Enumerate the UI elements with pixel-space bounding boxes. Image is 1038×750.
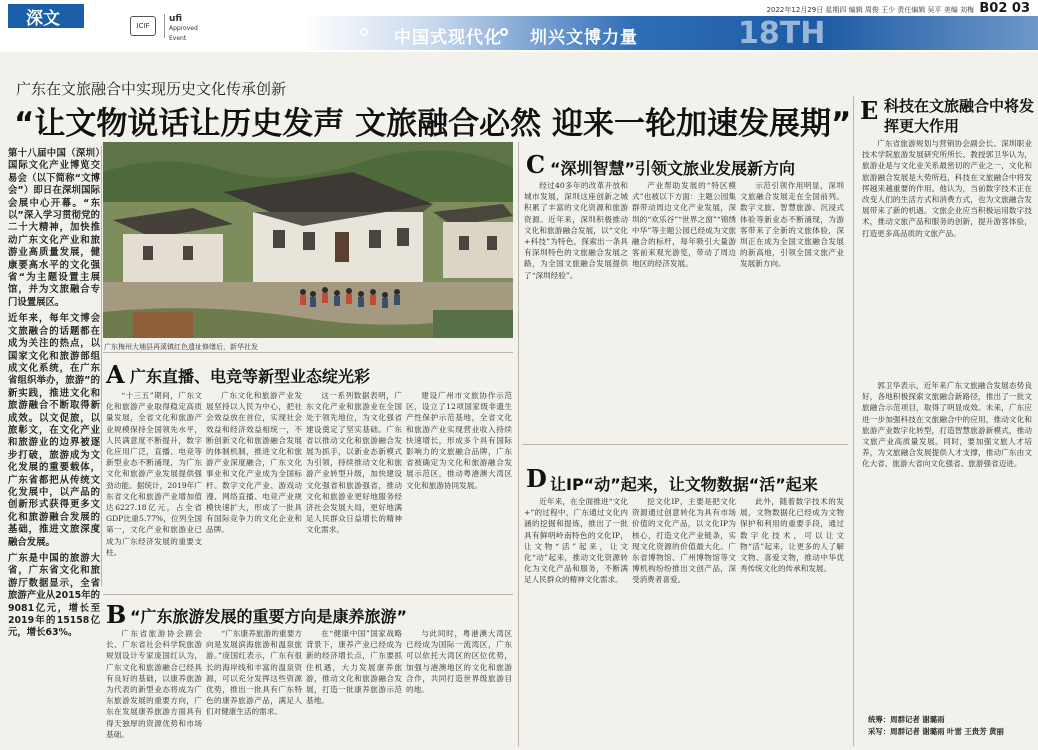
masthead xyxy=(0,0,1038,52)
column-divider xyxy=(853,96,854,746)
credit-line: 采写：周群记者 谢璐雨 叶雷 王贵芳 黄丽 xyxy=(868,727,1004,736)
banner-right-title: 圳兴文博力量 xyxy=(530,28,638,48)
section-b-title: “广东旅游发展的重要方向是康养旅游” xyxy=(130,607,408,626)
banner-left-title: 中国式现代化 xyxy=(394,28,502,48)
section-a-title: 广东直播、电竞等新型业态绽光彩 xyxy=(130,367,371,386)
ufi-logo-subtext: Approved Event xyxy=(169,25,198,42)
badge-decoration xyxy=(78,4,84,28)
section-badge xyxy=(8,4,78,28)
section-a-paragraph: “十三五”期间，广东文化和旅游产业取得稳定高质量发展，全省文化和旅游产业规模保持全国领先水平，人民满意度不断提升，数字化应用广泛，直播、电竞等新型业态不断涌现，为广东文化和旅游产业发展提供强劲动能。据统计，2019年广东省文化和旅游产业增加值达6227.18亿元，占全省GDP比重5.77%，位列全国第一，文化产业和旅游业已成为广东经济发展的重要支柱。 xyxy=(106,391,202,557)
section-d-title: 让IP“动”起来，让文物数据“活”起来 xyxy=(550,475,818,494)
banner-dot-icon xyxy=(360,28,368,36)
section-b-column xyxy=(206,628,302,746)
column-divider xyxy=(518,142,519,746)
section-letter-b: B xyxy=(106,600,127,629)
section-e-paragraph: 广东省旅游规划与营销协会副会长、深圳职业技术学院旅游发展研究所所长、教授郭卫华认为，旅游业是与文化业关系最密切的产业之一，文化和旅游融合发展是大势所趋，科技在文旅融合中将发挥越来越重要的作用。他认为，当前数字技术正在改变人们的生活方式和消费方式，也为文旅融合发展带来了新的机遇。文旅企业应当积极运用数字技术，推动文旅产品和服务的创新，提升游客体验，打造更多高品质的文旅产品。 xyxy=(862,139,1032,238)
section-c-paragraph: 经过40多年的改革开放和城市发展，深圳这座创新之城积累了丰富的文化资源和旅游资源。近年来，深圳积极推动文化和旅游融合发展，以“文化+科技”为特色，探索出一条具有深圳特色的文旅融合发展之路，为全国文旅融合发展提供了“深圳经验”。 xyxy=(524,181,628,280)
section-a-column xyxy=(406,390,512,590)
section-b-paragraph: “广东康养旅游的重要方向是发展滨海旅游和温泉旅游。”庞国红表示，广东有很长的海岸线和丰富的温泉资源，可以充分发挥这些资源优势，推出一批具有广东特色的康养旅游产品，满足人们对健康生活的需求。 xyxy=(206,629,302,717)
section-c-paragraph: 示范引领作用明显，深圳文旅融合发展走在全国前列。数字文旅、智慧旅游、沉浸式体验等新业态不断涌现，为游客带来了全新的文旅体验，深圳正在成为全国文旅融合发展的新高地，引领全国文旅产业发展新方向。 xyxy=(740,181,844,269)
section-divider xyxy=(522,444,848,445)
banner-dot-icon xyxy=(500,28,508,36)
section-d-paragraph: 此外，随着数字技术的发展，文物数据化已经成为文物保护和利用的重要手段，通过数字化技术，可以让文物“活”起来，让更多的人了解文物、喜爱文物，推动中华优秀传统文化的传承和发展。 xyxy=(740,497,844,574)
page-number: B02 03 xyxy=(979,1,1030,16)
section-letter-d: D xyxy=(526,464,547,493)
section-a-paragraph: 这一系列数据表明，广东文化产业和旅游业在全国处于领先地位，为文化强省建设奠定了坚实基础。广东省以推动文化和旅游融合发展为抓手，以新业态新模式为引领，持续推动文化和旅游产业转型升级，加快建设文化强省和旅游强省，推动文化和旅游业更好地服务经济社会发展大局，更好地满足人民群众日益增长的精神文化需求。 xyxy=(306,391,402,535)
editor-credits xyxy=(868,714,1032,738)
section-a-column xyxy=(206,390,302,590)
section-d-column xyxy=(524,496,628,746)
section-b-column xyxy=(106,628,202,746)
credit-line: 统筹：周群记者 谢璐雨 xyxy=(868,715,945,724)
section-badge-label: 深文 xyxy=(26,8,60,29)
lead-paragraph: 第十八届中国（深圳）国际文化产业博览交易会（以下简称“文博会”）即日在深圳国际会展中心开幕。“东以”深入学习贯彻党的二十大精神，加快推动广东文化产业和旅游业高质量发展，健康要高水平的文化强省“为主题设置主展馆，并为文旅融合专门设置展区。 xyxy=(8,148,100,308)
section-e-paragraph: 郭卫华表示，近年来广东文旅融合发展态势良好，各地积极探索文旅融合新路径，推出了一批文旅融合示范项目，取得了明显成效。未来，广东应进一步加强科技在文旅融合中的应用，推动文化和旅游产业数字化转型，打造智慧旅游新模式，推动文旅产业高质量发展。同时，要加强文旅人才培养，为文旅融合发展提供人才支撑，推动广东由文化大省、旅游大省向文化强省、旅游强省迈进。 xyxy=(862,381,1032,469)
lead-paragraph: 广东是中国的旅游大省，广东省文化和旅游厅数据显示，全省旅游产业从2015年的9081亿元，增长至2019年的15158亿元，增长63%。 xyxy=(8,553,100,639)
section-divider xyxy=(103,352,513,353)
icif-logo-text: ICIF xyxy=(136,22,150,30)
section-b-paragraph: 广东省旅游协会副会长、广东省社会科学院旅游规划设计专家庞国红认为，广东文化和旅游融合已经具有良好的基础，以康养旅游为代表的新型业态将成为广东旅游发展的重要方向，广东在发展康养旅游方面具有得天独厚的资源优势和市场基础。 xyxy=(106,629,202,739)
section-divider xyxy=(103,594,513,595)
lead-column xyxy=(8,148,100,639)
banner-number: 18TH xyxy=(738,16,826,51)
section-d-column xyxy=(632,496,736,746)
section-b-paragraph: 在“健康中国”国家战略背景下，康养产业已经成为新的经济增长点，广东要抓住机遇，大力发展康养旅游，推动文化和旅游融合发展，打造一批康养旅游示范基地。 xyxy=(306,629,402,706)
banner xyxy=(300,16,1038,50)
section-c-title: “深圳智慧”引领文旅业发展新方向 xyxy=(550,159,796,178)
section-c-paragraph: 产业帮助发展的“特区模式”也被以下方面：主题公园集群带动周边文化产业发展，深圳的“欢乐谷”“世界之窗”“锦绣中华”等主题公园已经成为文旅融合的标杆，每年吸引大量游客前来观光游览，带动了周边地区的经济发展。 xyxy=(632,181,736,269)
section-d-column xyxy=(740,496,844,746)
section-b-column xyxy=(406,628,512,746)
column-divider xyxy=(101,146,102,586)
section-b-paragraph: 与此同时，粤港澳大湾区已经成为国际一流湾区，广东可以依托大湾区的区位优势，加强与港澳地区的文化和旅游合作，共同打造世界级旅游目的地。 xyxy=(406,629,512,695)
section-letter-c: C xyxy=(526,150,546,179)
village-photo xyxy=(103,142,513,338)
section-d-paragraph: 近年来，在全面推进“文化+”的过程中，广东通过文化内涵的挖掘和提炼，推出了一批具有鲜明岭南特色的文化IP，让文物“活”起来，让文化“动”起来，推动文化资源转化为文化产品和服务，不断满足人民群众的精神文化需求。 xyxy=(524,497,628,585)
kicker: 广东在文旅融合中实现历史文化传承创新 xyxy=(16,80,287,98)
ufi-logo-text: ufi xyxy=(169,14,183,24)
section-e-title: 科技在文旅融合中将发挥更大作用 xyxy=(884,97,1035,135)
headline: “让文物说话让历史发声 文旅融合必然 迎来一轮加速发展期” xyxy=(14,106,852,142)
ufi-logo xyxy=(164,14,198,42)
section-b-column xyxy=(306,628,402,746)
photo-caption: 广东梅州大埔县再溪镇红色遗址修缮后，新华社发 xyxy=(104,343,258,351)
section-a-column xyxy=(306,390,402,590)
section-a-paragraph: 广东文化和旅游产业发展坚持以人民为中心，把社会效益放在首位，实现社会效益和经济效益相统一，不断创新文化和旅游融合发展的体制机制，推进文化和旅游产业深度融合，广东文化事业和文化产业成为全国标杆。数字文化产业、游戏动漫、网络直播、电竞产业规模快速扩大，形成了一批具有国际竞争力的文化企业和品牌。 xyxy=(206,391,302,535)
date-line: 2022年12月29日 星期四 编辑 周俊 王少 责任编辑 吴平 美编 刘梅 xyxy=(766,6,974,14)
icif-logo xyxy=(130,16,156,36)
section-letter-a: A xyxy=(106,360,125,389)
lead-paragraph: 近年来，每年文博会文旅融合的话题都在成为关注的热点，以国家文化和旅游部组成文化系统，在广东省组织举办，旅游”的新实践，推进文化和旅游融合不断取得新成效。以文促旅，以旅彰文，在文化产业和旅游业的边界被逐步打破，旅游成为文化发展的重要载体，广东省都把从传统文化发展中，以产品的创新形式获得更多文化和旅游融合发展的基础，推进文旅深度融合发展。 xyxy=(8,313,100,548)
section-e-column xyxy=(862,138,1032,376)
section-e-column xyxy=(862,380,1032,710)
section-c-column xyxy=(740,180,844,438)
section-d-paragraph: 挖文化IP，主要是把文化资源通过创意转化为具有市场价值的文化产品，以文化IP为核心，打造文化产业链条，实现文化资源的价值最大化。广东省博物馆、广州博物馆等文博机构纷纷推出文创产品，深受消费者喜爱。 xyxy=(632,497,736,585)
section-letter-e: E xyxy=(860,96,879,125)
section-c-column xyxy=(632,180,736,438)
section-a-column xyxy=(106,390,202,590)
section-c-column xyxy=(524,180,628,438)
village-photo-illustration xyxy=(103,142,513,338)
section-a-paragraph: 建设广州市文旅协作示范区，设立了12项国家级非遗生产性保护示范基地，全省文化和旅游产业实现营业收入持续快速增长，形成多个具有国际影响力的文旅融合品牌，广东省被确定为文化和旅游融合发展示范区，推动粤港澳大湾区文化和旅游协同发展。 xyxy=(406,391,512,490)
